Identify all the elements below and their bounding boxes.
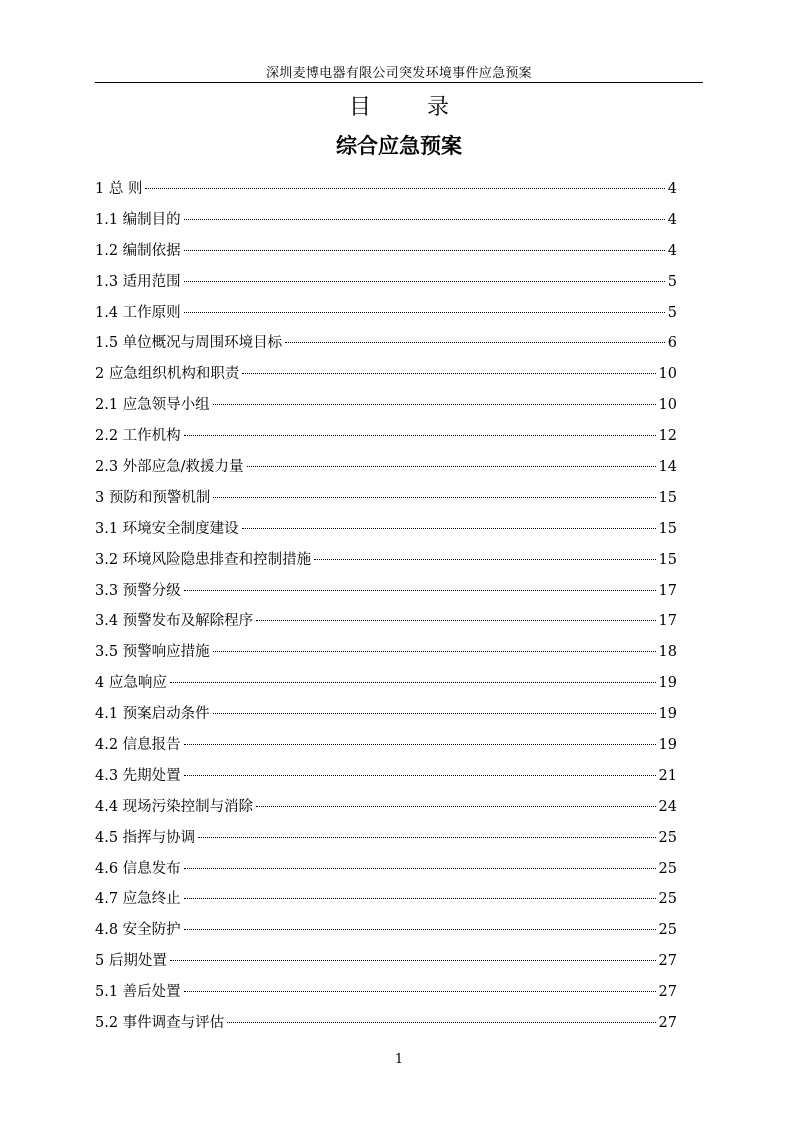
toc-entry[interactable] [95, 452, 677, 483]
page-number: 1 [394, 1052, 404, 1067]
toc-dot-leader [247, 466, 656, 467]
toc-dot-leader [184, 435, 656, 436]
toc-entry-label: 3.3 预警分级 [95, 582, 181, 599]
toc-entry[interactable] [95, 761, 677, 792]
toc-dot-leader [256, 620, 655, 621]
toc-entry-label: 5.2 事件调查与评估 [95, 1015, 225, 1032]
toc-entry-label: 2.3 外部应急/救援力量 [95, 459, 244, 476]
toc-entry-label: 2 应急组织机构和职责 [95, 366, 240, 383]
toc-entry-label: 3.5 预警响应措施 [95, 644, 210, 661]
toc-entry[interactable] [95, 514, 677, 545]
toc-entry-page: 27 [658, 984, 677, 1001]
toc-dot-leader [227, 1022, 655, 1023]
toc-entry[interactable] [95, 854, 677, 885]
toc-dot-leader [184, 281, 665, 282]
toc-entry-label: 3.1 环境安全制度建设 [95, 520, 239, 537]
toc-entry[interactable] [95, 359, 677, 390]
running-header: 深圳麦博电器有限公司突发环境事件应急预案 [265, 66, 532, 81]
header-rule [95, 82, 703, 83]
toc-entry[interactable] [95, 977, 677, 1008]
toc-dot-leader [256, 806, 655, 807]
toc-entry-label: 4.2 信息报告 [95, 737, 181, 754]
toc-dot-leader [213, 713, 656, 714]
toc-entry-label: 4.6 信息发布 [95, 860, 181, 877]
toc-subtitle: 综合应急预案 [336, 134, 462, 158]
toc-dot-leader [184, 219, 665, 220]
toc-entry[interactable] [95, 915, 677, 946]
toc-entry-label: 4.3 先期处置 [95, 767, 181, 784]
toc-entry-page: 19 [658, 737, 677, 754]
toc-entry[interactable] [95, 792, 677, 823]
toc-dot-leader [184, 744, 656, 745]
toc-entry-label: 4.1 预案启动条件 [95, 706, 210, 723]
toc-entry-page: 25 [658, 891, 677, 908]
toc-entry-page: 4 [667, 211, 677, 228]
toc-title: 目 录 [349, 95, 449, 120]
toc-entry-label: 1.1 编制目的 [95, 211, 181, 228]
toc-dot-leader [198, 837, 655, 838]
toc-entry-page: 10 [658, 366, 677, 383]
toc-entry[interactable] [95, 699, 677, 730]
toc-entry-label: 2.2 工作机构 [95, 428, 181, 445]
toc-entry-page: 10 [658, 397, 677, 414]
toc-entry-label: 1 总 则 [95, 181, 143, 197]
toc-entry-label: 4.5 指挥与协调 [95, 829, 196, 846]
toc-entry-label: 4.7 应急终止 [95, 891, 181, 908]
toc-entry[interactable] [95, 483, 677, 514]
toc-entry-label: 1.3 适用范围 [95, 273, 181, 290]
toc-entry-label: 4.4 现场污染控制与消除 [95, 798, 254, 815]
toc-entry-page: 27 [658, 953, 677, 970]
toc-entry-page: 5 [667, 273, 677, 290]
toc-entry-label: 1.5 单位概况与周围环境目标 [95, 335, 283, 352]
toc-dot-leader [184, 929, 656, 930]
toc-entry[interactable] [95, 174, 677, 205]
toc-entry-page: 4 [667, 181, 677, 197]
toc-entry[interactable] [95, 946, 677, 977]
toc-dot-leader [184, 775, 656, 776]
toc-dot-leader [242, 528, 656, 529]
toc-entry[interactable] [95, 606, 677, 637]
toc-entry[interactable] [95, 298, 677, 329]
toc-dot-leader [213, 497, 655, 498]
toc-entry-page: 18 [658, 644, 677, 661]
toc-entry-label: 4.8 安全防护 [95, 922, 181, 939]
toc-entry[interactable] [95, 576, 677, 607]
toc-entry[interactable] [95, 637, 677, 668]
toc-entry-label: 5 后期处置 [95, 953, 167, 970]
toc-entry-page: 6 [667, 335, 677, 352]
toc-dot-leader [285, 342, 665, 343]
toc-entry[interactable] [95, 545, 677, 576]
toc-entry-label: 1.4 工作原则 [95, 304, 181, 321]
toc-entry[interactable] [95, 328, 677, 359]
toc-entry-page: 25 [658, 860, 677, 877]
toc-entry[interactable] [95, 421, 677, 452]
toc-entry-page: 12 [658, 428, 677, 445]
toc-dot-leader [184, 312, 665, 313]
toc-entry-page: 21 [658, 767, 677, 784]
toc-entry-label: 5.1 善后处置 [95, 984, 181, 1001]
toc-entry-page: 27 [658, 1015, 677, 1032]
toc-entry-label: 4 应急响应 [95, 675, 167, 692]
toc-entry[interactable] [95, 884, 677, 915]
toc-entry-page: 15 [658, 520, 677, 537]
toc-entry-label: 1.2 编制依据 [95, 242, 181, 259]
toc-dot-leader [170, 960, 656, 961]
toc-entry-label: 2.1 应急领导小组 [95, 397, 210, 414]
toc-dot-leader [184, 590, 656, 591]
toc-entry[interactable] [95, 205, 677, 236]
toc-entry-page: 25 [658, 922, 677, 939]
toc-entry[interactable] [95, 730, 677, 761]
toc-entry-label: 3.4 预警发布及解除程序 [95, 613, 254, 630]
toc-dot-leader [314, 559, 655, 560]
toc-entry-page: 24 [658, 798, 677, 815]
toc-entry-page: 25 [658, 829, 677, 846]
toc-dot-leader [184, 898, 656, 899]
toc-entry-page: 15 [658, 551, 677, 568]
toc-entry[interactable] [95, 668, 677, 699]
toc-entry[interactable] [95, 267, 677, 298]
toc-dot-leader [145, 188, 664, 189]
toc-dot-leader [184, 250, 665, 251]
toc-entry[interactable] [95, 823, 677, 854]
toc-dot-leader [184, 868, 656, 869]
toc-entry[interactable] [95, 390, 677, 421]
toc-entry-page: 14 [658, 459, 677, 476]
toc-entry-label: 3.2 环境风险隐患排查和控制措施 [95, 551, 312, 568]
toc-dot-leader [213, 404, 656, 405]
table-of-contents [95, 174, 677, 1039]
toc-dot-leader [213, 651, 656, 652]
toc-entry-page: 17 [658, 582, 677, 599]
toc-entry-page: 15 [658, 489, 677, 506]
toc-entry-page: 19 [658, 675, 677, 692]
toc-entry-page: 4 [667, 242, 677, 259]
toc-entry-page: 17 [658, 613, 677, 630]
toc-dot-leader [242, 373, 655, 374]
toc-entry[interactable] [95, 1008, 677, 1039]
toc-dot-leader [184, 991, 656, 992]
toc-entry-label: 3 预防和预警机制 [95, 489, 211, 506]
toc-entry[interactable] [95, 236, 677, 267]
toc-entry-page: 5 [667, 304, 677, 321]
toc-dot-leader [170, 682, 656, 683]
toc-entry-page: 19 [658, 706, 677, 723]
